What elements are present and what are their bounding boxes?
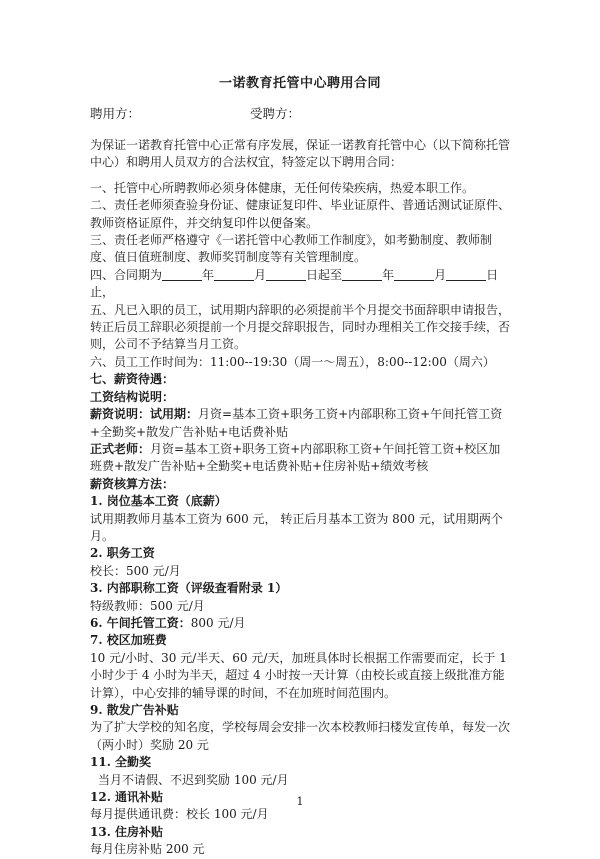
item-text: 每月住房补贴 200 元 bbox=[90, 842, 205, 857]
clause-7-heading: 七、薪资待遇： bbox=[90, 372, 175, 387]
blank-line bbox=[162, 268, 202, 281]
parties-line bbox=[90, 104, 300, 122]
blank-line bbox=[214, 268, 254, 281]
item-text: 特级教师：500 元/月 bbox=[90, 598, 205, 613]
employer-label: 聘用方： bbox=[90, 106, 141, 121]
item-heading: 1. 岗位基本工资（底薪） bbox=[90, 494, 227, 509]
item-heading: 11. 全勤奖 bbox=[90, 755, 152, 770]
item-heading: 9. 散发广告补贴 bbox=[90, 703, 179, 717]
clause-6: 六、员工工作时间为：11:00--19:30（周一～周五），8:00--12:00（周六） bbox=[90, 354, 495, 369]
employee-label: 受聘方： bbox=[250, 106, 301, 121]
unit-text: 日起至 bbox=[306, 267, 343, 282]
item-text: 10 元/小时、30 元/半天、60 元/天，加班具体时长根据工作需要而定，长于 1 小时少于 4 小时为半天，超过 4 小时按一天计算（由校长或直接上级批准方能计算），中心安排的辅导课的时间，不在加班时间范围内。 bbox=[90, 650, 507, 700]
clause-3: 三、责任老师严格遵守《一诺托管中心教师工作制度》，如考勤制度、教师制度、值日值班制度、教师奖罚制度等有关管理制度。 bbox=[90, 233, 493, 265]
blank-line bbox=[342, 268, 382, 281]
clause-4 bbox=[90, 267, 510, 302]
item-text: 当月不请假、不迟到奖励 100 元/月 bbox=[98, 772, 289, 787]
regular-note-text: 月资=基本工资+职务工资+内部职称工资+午间托管工资+校区加班费+散发广告补贴+全勤奖+电话费补贴+住房补贴+绩效考核 bbox=[90, 441, 501, 474]
item-heading: 12. 通讯补贴 bbox=[90, 790, 164, 805]
salary-note-label: 薪资说明：试用期： bbox=[90, 407, 199, 422]
salary-note-text: 月资=基本工资+职务工资+内部职称工资+午间托管工资+全勤奖+散发广告补贴+电话费补贴 bbox=[90, 407, 503, 439]
calc-heading: 薪资核算方法： bbox=[90, 476, 175, 491]
item-text: 校长：500 元/月 bbox=[90, 563, 181, 578]
item-heading: 13. 住房补贴 bbox=[90, 824, 164, 839]
intro-paragraph: 为保证一诺教育托管中心正常有序发展，保证一诺教育托管中心（以下简称托管中心）和聘用人员双方的合法权宜，特签定以下聘用合同： bbox=[90, 138, 511, 170]
item-heading: 7. 校区加班费 bbox=[90, 633, 167, 648]
clause-1: 一、托管中心所聘教师必须身体健康，无任何传染疾病，热爱本职工作。 bbox=[90, 180, 475, 195]
unit-text: 日止， bbox=[90, 267, 499, 300]
item-heading: 2. 职务工资 bbox=[90, 546, 155, 561]
blank-line bbox=[394, 268, 434, 281]
item-text: 每月提供通讯费：校长 100 元/月 bbox=[90, 807, 269, 822]
item-text: 800 元/月 bbox=[190, 615, 246, 630]
item-heading: 6. 午间托管工资： bbox=[90, 615, 191, 630]
item-text: 试用期教师月基本工资为 600 元， 转正后月基本工资为 800 元，试用期两个月。 bbox=[90, 511, 503, 543]
item-inline bbox=[90, 615, 510, 632]
unit-text: 月 bbox=[254, 267, 267, 282]
unit-text: 月 bbox=[434, 267, 447, 282]
unit-text: 年 bbox=[382, 267, 395, 282]
item-heading: 3. 内部职称工资（评级查看附录 1） bbox=[90, 581, 288, 596]
unit-text: 年 bbox=[202, 267, 215, 282]
page-number: 1 bbox=[296, 795, 304, 808]
clause-4-prefix: 四、合同期为 bbox=[90, 267, 163, 282]
salary-note bbox=[90, 406, 510, 441]
contract-title: 一诺教育托管中心聘用合同 bbox=[218, 76, 381, 91]
clause-5: 五、凡已入职的员工，试用期内辞职的必须提前半个月提交书面辞职申请报告，转正后员工辞职必须提前一个月提交辞职报告，同时办理相关工作交接手续，否则，公司不予结算当月工资。 bbox=[90, 302, 511, 352]
structure-heading: 工资结构说明： bbox=[90, 389, 175, 404]
regular-note bbox=[90, 441, 510, 476]
item-text: 为了扩大学校的知名度，学校每周会安排一次本校教师扫楼发宣传单，每发一次（两小时）奖励 20 元 bbox=[90, 720, 511, 752]
regular-note-label: 正式老师： bbox=[90, 441, 151, 456]
blank-line bbox=[446, 268, 486, 281]
clause-2: 二、责任老师须查验身份证、健康证复印件、毕业证原件、普通话测试证原件、教师资格证原件，并交纳复印件以便备案。 bbox=[90, 198, 511, 230]
contract-body bbox=[90, 137, 510, 859]
blank-line bbox=[266, 268, 306, 281]
